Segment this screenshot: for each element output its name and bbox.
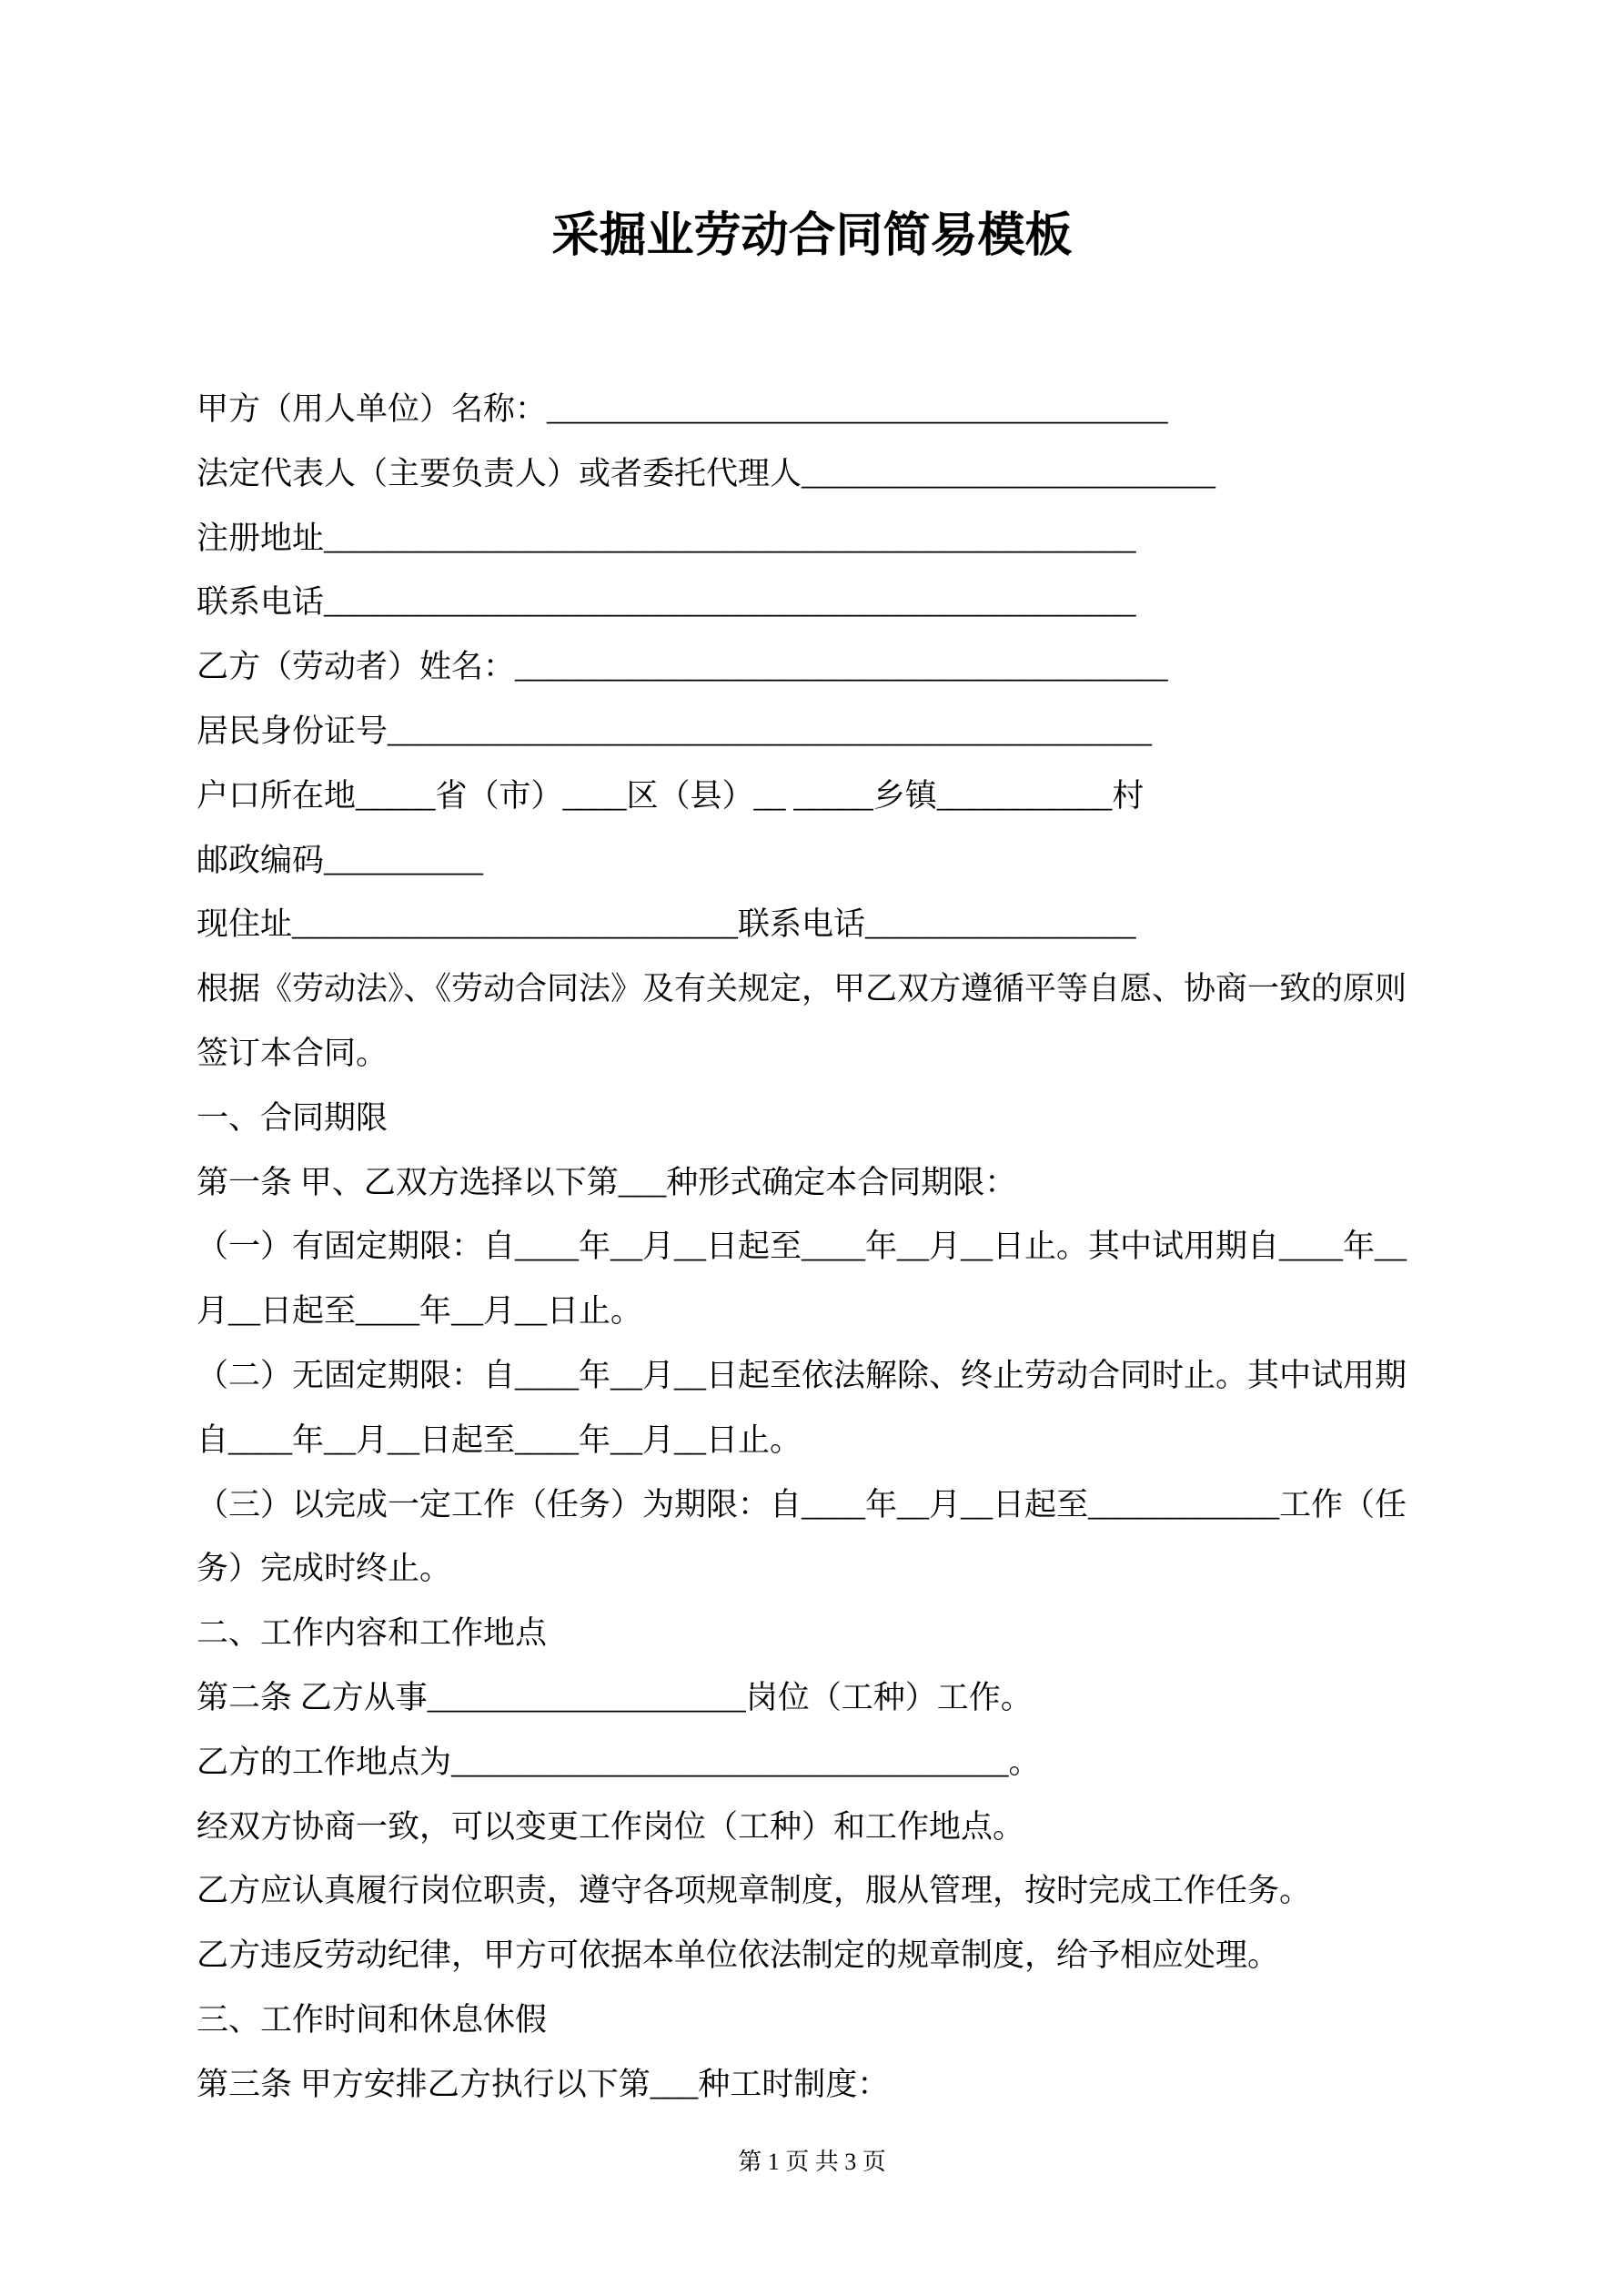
document-title: 采掘业劳动合同简易模板 [551, 210, 1073, 262]
field-employee-name: 乙方（劳动者）姓名：_________________________________________ [197, 649, 1168, 685]
term-option-1-cont: 月__日起至____年__月__日止。 [197, 1293, 643, 1330]
page-number: 第 1 页 共 3 页 [738, 2149, 886, 2175]
section-heading-hours: 三、工作时间和休息休假 [197, 2001, 548, 2038]
paragraph-preamble: 根据《劳动法》、《劳动合同法》及有关规定，甲乙双方遵循平等自愿、协商一致的原则 [197, 971, 1407, 1007]
article-3: 第三条 甲方安排乙方执行以下第___种工时制度： [197, 2066, 890, 2102]
term-option-2: （二）无固定期限：自____年__月__日起至依法解除、终止劳动合同时止。其中试用期 [197, 1357, 1407, 1393]
field-employer-phone: 联系电话___________________________________________________ [197, 584, 1136, 621]
work-duty-clause: 乙方应认真履行岗位职责，遵守各项规章制度，服从管理，按时完成工作任务。 [197, 1873, 1312, 1909]
field-employer-name: 甲方（用人单位）名称：_______________________________________ [197, 391, 1168, 427]
section-heading-work: 二、工作内容和工作地点 [197, 1615, 548, 1652]
article-2: 第二条 乙方从事____________________岗位（工种）工作。 [197, 1679, 1033, 1715]
work-discipline-clause: 乙方违反劳动纪律，甲方可依据本单位依法制定的规章制度，给予相应处理。 [197, 1937, 1280, 1974]
field-household-registration: 户口所在地_____省（市）____区（县）__ _____乡镇___________村 [197, 777, 1145, 814]
term-option-3: （三）以完成一定工作（任务）为期限：自____年__月__日起至____________工作（任 [197, 1486, 1407, 1522]
term-option-1: （一）有固定期限：自____年__月__日起至____年__月__日止。其中试用期自____年__ [197, 1229, 1407, 1265]
paragraph-preamble-cont: 签订本合同。 [197, 1035, 388, 1071]
article-1: 第一条 甲、乙双方选择以下第___种形式确定本合同期限： [197, 1164, 1017, 1200]
field-id-number: 居民身份证号________________________________________________ [197, 713, 1153, 749]
contract-body [197, 378, 1445, 2118]
field-registered-address: 注册地址___________________________________________________ [197, 520, 1136, 556]
field-current-address: 现住址____________________________联系电话_________________ [197, 906, 1136, 943]
field-postal-code: 邮政编码__________ [197, 842, 484, 878]
section-heading-term: 一、合同期限 [197, 1099, 388, 1136]
term-option-2-cont: 自____年__月__日起至____年__月__日止。 [197, 1421, 802, 1458]
term-option-3-cont: 务）完成时终止。 [197, 1551, 452, 1587]
work-location: 乙方的工作地点为___________________________________。 [197, 1744, 1041, 1780]
field-legal-representative: 法定代表人（主要负责人）或者委托代理人__________________________ [197, 455, 1216, 491]
work-change-clause: 经双方协商一致，可以变更工作岗位（工种）和工作地点。 [197, 1808, 1025, 1845]
